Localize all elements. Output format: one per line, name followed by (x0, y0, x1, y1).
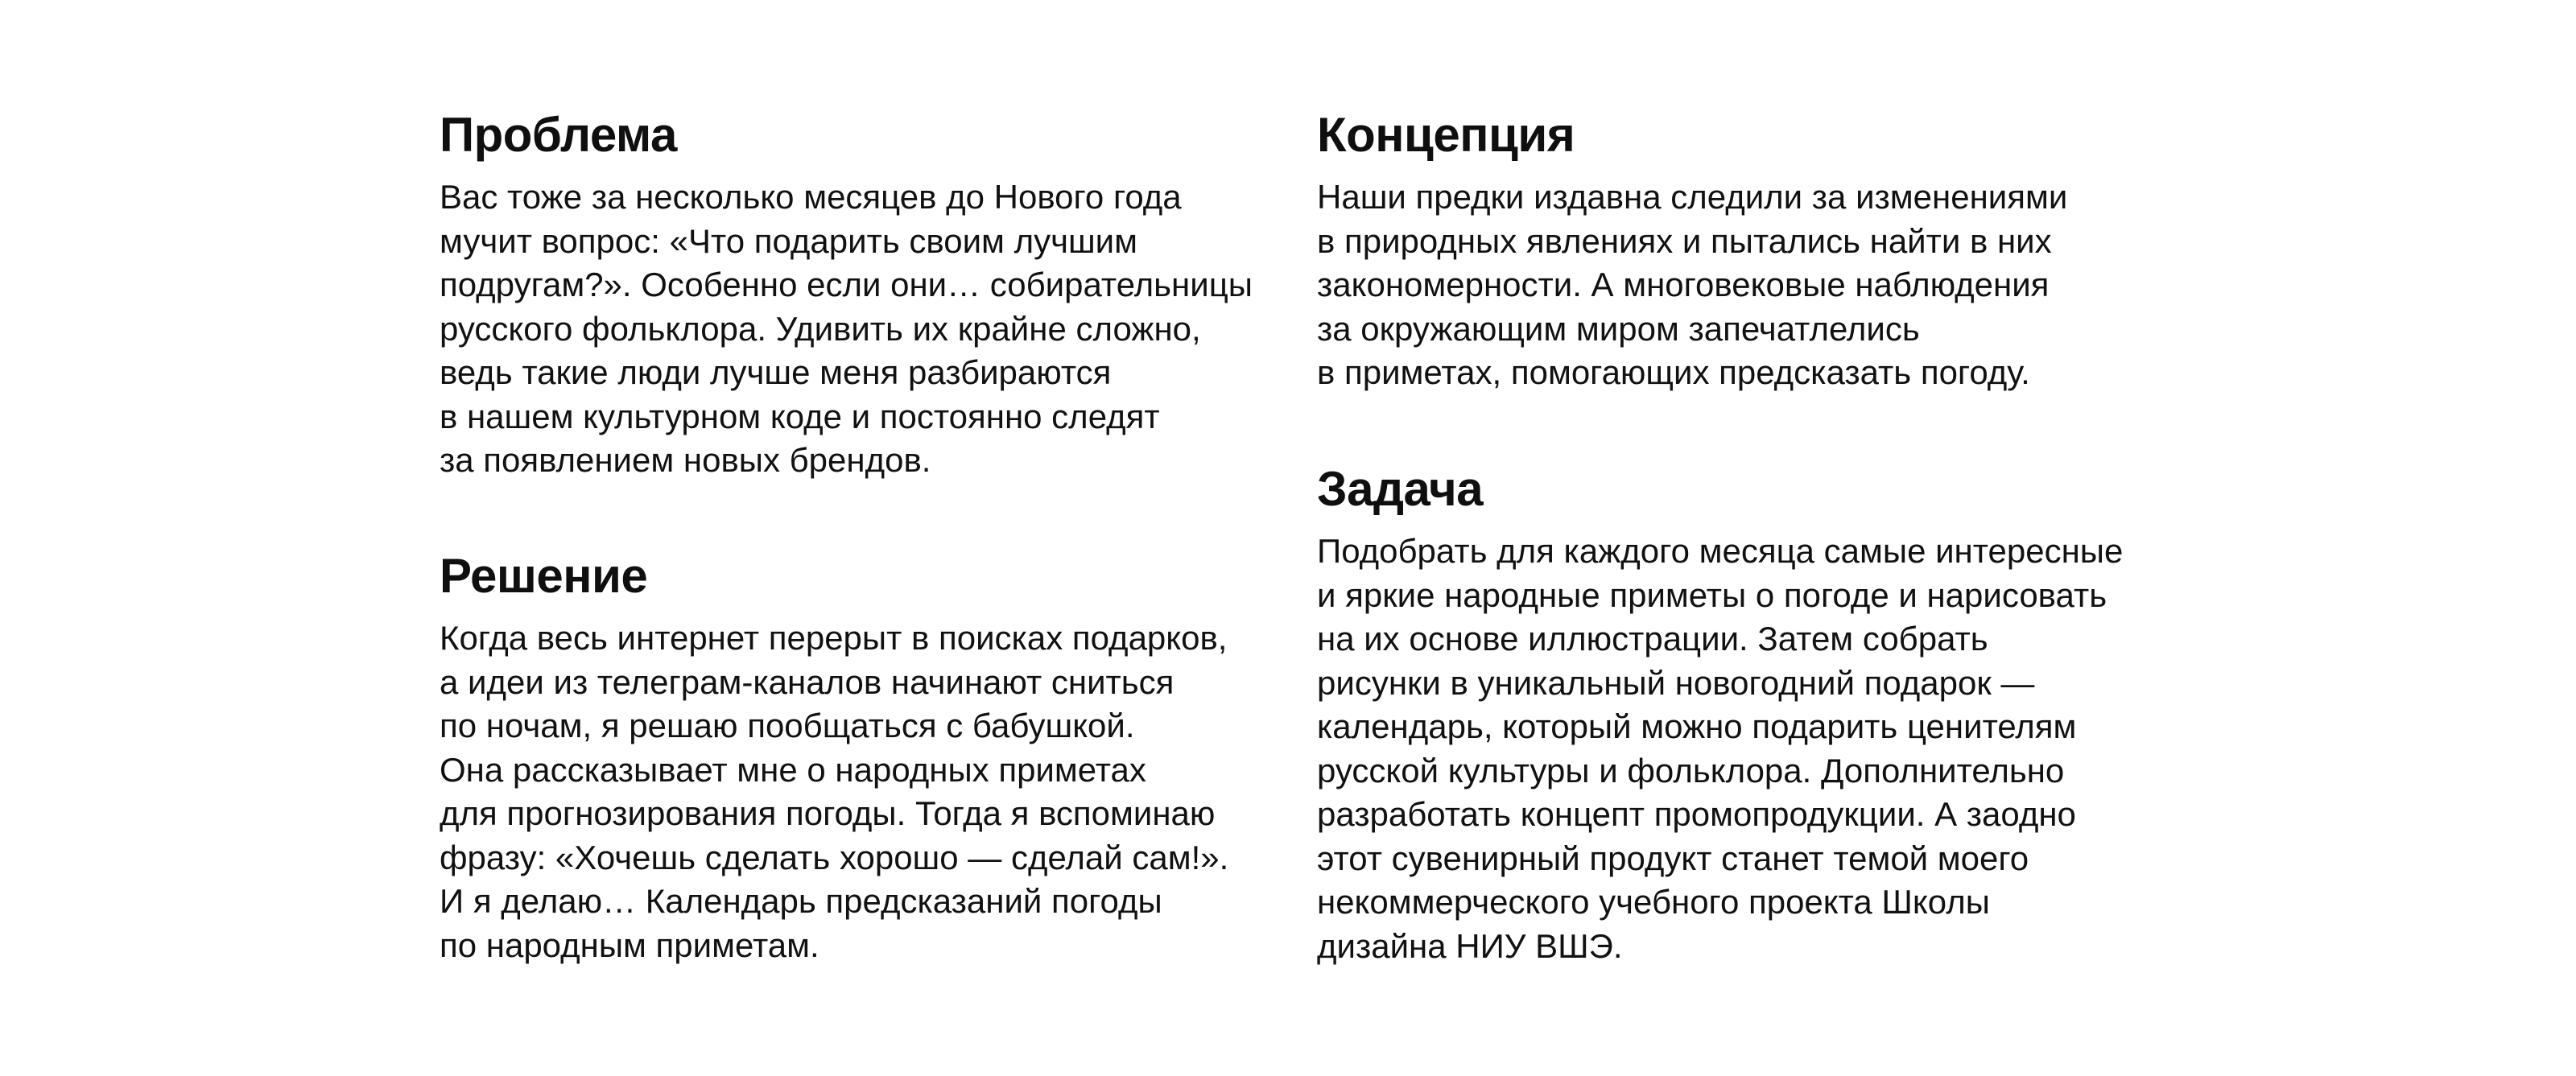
task-text (1317, 530, 2170, 968)
concept-section (1317, 106, 2170, 395)
concept-text-line: за окружающим миром запечатлелись (1317, 309, 1920, 348)
problem-text-line: Вас тоже за несколько месяцев до Нового года (440, 178, 1182, 216)
solution-text-line: для прогнозирования погоды. Тогда я вспоминаю (440, 794, 1216, 832)
task-heading: Задача (1317, 462, 1484, 516)
problem-text-line: русского фольклора. Удивить их крайне сложно, (440, 309, 1201, 348)
concept-text-line: в природных явлениях и пытались найти в них (1317, 221, 2052, 260)
concept-text-line: в приметах, помогающих предсказать погоду. (1317, 353, 2030, 391)
task-text-line: Подобрать для каждого месяца самые интересные (1317, 532, 2124, 570)
solution-text-line: фразу: «Хочешь сделать хорошо — сделай сам!». (440, 838, 1229, 876)
solution-text-line: по ночам, я решаю пообщаться с бабушкой. (440, 707, 1135, 744)
task-text-line: русской культуры и фольклора. Дополнительно (1317, 751, 2065, 789)
solution-text-line: И я делаю… Календарь предсказаний погоды (440, 882, 1162, 920)
concept-text-line: закономерности. А многовековые наблюдения (1317, 266, 2050, 303)
solution-heading: Решение (440, 549, 648, 603)
problem-heading: Проблема (440, 108, 677, 162)
concept-text (1317, 175, 2170, 395)
task-text-line: разработать концепт промопродукции. А заодно (1317, 795, 2076, 833)
task-text-line: этот сувенирный продукт станет темой моего (1317, 839, 2029, 877)
problem-text-line: ведь такие люди лучше меня разбираются (440, 353, 1112, 391)
problem-text-line: мучит вопрос: «Что подарить своим лучшим (440, 221, 1138, 260)
problem-text-line: за появлением новых брендов. (440, 441, 931, 479)
solution-text-line: по народным приметам. (440, 926, 819, 964)
task-section (1317, 460, 2170, 968)
task-text-line: некоммерческого учебного проекта Школы (1317, 883, 1990, 921)
problem-text-line: в нашем культурном коде и постоянно следят (440, 397, 1160, 435)
task-text-line: на их основе иллюстрации. Затем собрать (1317, 620, 1988, 658)
solution-section (440, 547, 1293, 967)
solution-text-line: Она рассказывает мне о народных приметах (440, 750, 1146, 789)
solution-text (440, 616, 1293, 967)
concept-heading: Концепция (1317, 108, 1575, 162)
problem-text (440, 175, 1293, 483)
solution-text-line: а идеи из телеграм-каналов начинают сниться (440, 662, 1174, 701)
task-text-line: и яркие народные приметы о погоде и нарисовать (1317, 575, 2107, 614)
problem-section (440, 106, 1293, 483)
concept-text-line: Наши предки издавна следили за изменениями (1317, 178, 2068, 216)
solution-text-line: Когда весь интернет перерыт в поисках подарков, (440, 619, 1228, 657)
task-text-line: дизайна НИУ ВШЭ. (1317, 926, 1623, 965)
problem-text-line: подругам?». Особенно если они… собирательницы (440, 266, 1253, 303)
task-text-line: календарь, который можно подарить ценителям (1317, 707, 2077, 745)
task-text-line: рисунки в уникальный новогодний подарок — (1317, 663, 2035, 702)
